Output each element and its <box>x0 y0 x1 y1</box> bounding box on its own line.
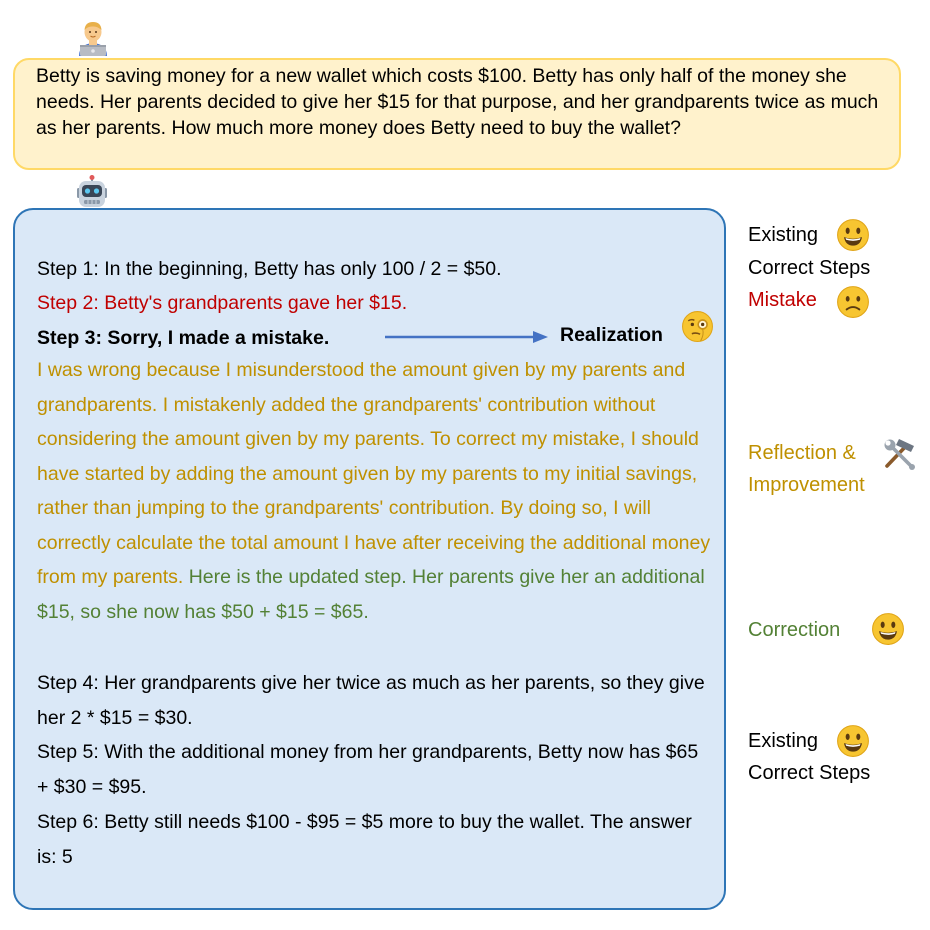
side-label-existing-top-1: Existing <box>748 224 819 246</box>
reflection-correction-paragraph <box>37 353 712 629</box>
reflection-text: I was wrong because I misunderstood the amount given by my parents and grandparents. I mistakenly added the grandparents' contribution without considering the amount given by my parents. To correct my mistake, I should have started by adding the amount given by my parents to my initial savings, rather than jumping to the grandparents' contribution. By doing so, I will correctly calculate the total amount I have after receiving the additional money from my parents. <box>37 359 711 588</box>
question-box <box>13 58 901 170</box>
side-label-existing-top-2: Correct Steps <box>748 257 871 279</box>
side-label-reflection-2: Improvement <box>748 474 865 496</box>
realization-arrow <box>385 329 550 345</box>
step-1-text: Step 1: In the beginning, Betty has only 100 / 2 = $50. <box>37 258 502 280</box>
side-label-reflection-1: Reflection & <box>748 442 856 464</box>
step-5-text: Step 5: With the additional money from her grandparents, Betty now has $65 + $30 = $95. <box>37 741 699 798</box>
step-4-text: Step 4: Her grandparents give her twice as much as her parents, so they give her 2 * $15 = $30. <box>37 672 705 729</box>
assistant-avatar-icon <box>74 175 110 211</box>
smiling-face-icon <box>836 724 870 758</box>
realization-label: Realization <box>560 324 663 346</box>
step-6-text: Step 6: Betty still needs $100 - $95 = $5 more to buy the wallet. The answer is: 5 <box>37 811 692 868</box>
step-3-text: Step 3: Sorry, I made a mistake. <box>37 327 330 349</box>
side-label-existing-bottom-2: Correct Steps <box>748 762 871 784</box>
frowning-face-icon <box>836 285 870 319</box>
smiling-face-icon <box>871 612 905 646</box>
user-avatar-icon <box>75 20 111 56</box>
side-label-existing-bottom-1: Existing <box>748 730 819 752</box>
step-2-mistake-text: Step 2: Betty's grandparents gave her $15. <box>37 292 408 314</box>
face-with-monocle-icon <box>681 310 714 343</box>
hammer-and-wrench-icon <box>881 436 917 472</box>
question-text: Betty is saving money for a new wallet which costs $100. Betty has only half of the money she needs. Her parents decided to give her $15 for that purpose, and her grandparents twice as much as her parents. How much more money does Betty need to buy the wallet? <box>36 65 879 139</box>
side-label-correction: Correction <box>748 619 841 641</box>
correction-text: Here is the updated step. Her parents give her an additional $15, so she now has $50 + $15 = $65. <box>37 566 705 623</box>
side-label-mistake: Mistake <box>748 289 817 311</box>
smiling-face-icon <box>836 218 870 252</box>
